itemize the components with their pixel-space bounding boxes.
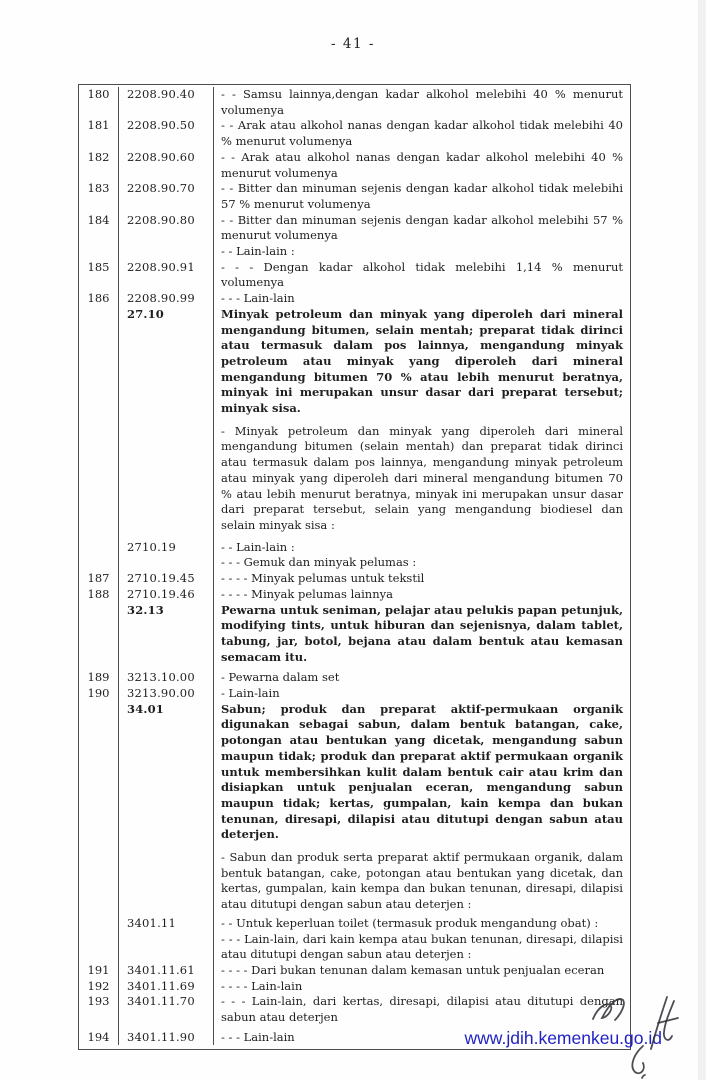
table-row [79, 994, 630, 1025]
description-cell: - - - - Minyak pelumas lainnya [221, 586, 393, 601]
hs-code-cell: 2208.90.60 [119, 150, 214, 181]
row-number-cell [79, 913, 119, 932]
description-cell: - - Lain-lain : [221, 539, 295, 554]
row-number-cell: 180 [79, 87, 119, 118]
hs-code-cell: 3401.11.61 [119, 963, 214, 979]
description-cell: - - - Lain-lain [221, 1029, 295, 1044]
row-number-cell: 193 [79, 994, 119, 1025]
hs-code-cell: 2710.19.45 [119, 571, 214, 587]
hs-code-cell: 2208.90.50 [119, 118, 214, 149]
hs-code-cell: 34.01 [119, 702, 214, 843]
footer-url-link[interactable]: www.jdih.kemenkeu.go.id [464, 1028, 662, 1048]
hs-code-cell: 3401.11.90 [119, 1026, 214, 1046]
row-number-cell [79, 843, 119, 913]
row-number-cell [79, 307, 119, 417]
table-row [79, 260, 630, 291]
hs-code-cell: 32.13 [119, 603, 214, 666]
description-cell: - - Samsu lainnya,dengan kadar alkohol melebihi 40 % menurut volumenya [221, 87, 623, 117]
table-row [79, 603, 630, 666]
hs-code-cell: 3213.90.00 [119, 686, 214, 702]
table-row [79, 843, 630, 913]
row-number-cell: 183 [79, 181, 119, 212]
row-number-cell [79, 702, 119, 843]
table-row [79, 932, 630, 963]
row-number-cell [79, 932, 119, 963]
description-cell: - - - Dengan kadar alkohol tidak melebihi 1,14 % menurut volumenya [221, 259, 623, 290]
row-number-cell: 190 [79, 686, 119, 702]
description-cell: - - - - Lain-lain [221, 978, 303, 993]
row-number-cell: 191 [79, 963, 119, 979]
description-cell: - - Bitter dan minuman sejenis dengan kadar alkohol melebihi 57 % menurut volumenya [221, 212, 623, 243]
table-row [79, 587, 630, 603]
hs-code-cell: 3213.10.00 [119, 665, 214, 686]
tariff-table [78, 84, 631, 1050]
hs-code-cell [119, 244, 214, 260]
table-row [79, 534, 630, 556]
hs-code-cell: 2710.19.46 [119, 587, 214, 603]
description-cell: - - Lain-lain : [221, 244, 295, 259]
row-number-cell [79, 244, 119, 260]
table-row [79, 417, 630, 534]
row-number-cell [79, 417, 119, 534]
table-row [79, 87, 630, 118]
hs-code-cell [119, 417, 214, 534]
hs-code-cell: 3401.11.70 [119, 994, 214, 1025]
table-row [79, 702, 630, 843]
description-cell: Pewarna untuk seniman, pelajar atau pelukis papan petunjuk, modifying tints, untuk hiburan dan sejenisnya, dalam tablet, tabung, jar, botol, bejana atau dalam bentuk atau kemasan semacam itu. [221, 602, 623, 664]
table-row [79, 291, 630, 307]
description-cell: - - - Lain-lain, dari kain kempa atau bukan tenunan, diresapi, dilapisi atau ditutupi dengan sabun atau deterjen : [221, 931, 623, 962]
row-number-cell: 192 [79, 979, 119, 995]
description-cell: - - Untuk keperluan toilet (termasuk produk mengandung obat) : [221, 915, 599, 930]
hs-code-cell: 3401.11.69 [119, 979, 214, 995]
description-cell: Sabun; produk dan preparat aktif-permukaan organik digunakan sebagai sabun, dalam bentuk batangan, cake, potongan atau bentukan yang dicetak, mengandung sabun maupun tidak; produk dan preparat aktif permukaan organik untuk membersihkan kulit dalam bentuk cair atau krim dan disiapkan untuk penjualan eceran, mengandung sabun maupun tidak; kertas, gumpalan, kain kempa dan bukan tenunan, diresapi, dilapisi atau ditutupi dengan sabun atau deterjen. [221, 701, 623, 842]
row-number-cell [79, 603, 119, 666]
description-cell: - - - - Minyak pelumas untuk tekstil [221, 571, 425, 586]
table-row [79, 150, 630, 181]
table-row [79, 118, 630, 149]
hs-code-cell: 2208.90.91 [119, 260, 214, 291]
row-number-cell: 182 [79, 150, 119, 181]
page-number: - 41 - [331, 36, 375, 52]
row-number-cell [79, 534, 119, 556]
hs-code-cell: 3401.11 [119, 913, 214, 932]
hs-code-cell: 27.10 [119, 307, 214, 417]
row-number-cell: 188 [79, 587, 119, 603]
table-row [79, 665, 630, 686]
description-cell: - Minyak petroleum dan minyak yang diperoleh dari mineral mengandung bitumen (selain mentah) dan preparat tidak dirinci atau termasuk dalam pos lainnya, mengandung minyak petroleum atau minyak yang diperoleh dari mineral mengandung bitumen 70 % atau lebih menurut beratnya, minyak ini merupakan unsur dasar dari preparat tersebut, selain yang mengandung biodiesel dan selain minyak sisa : [221, 423, 623, 532]
table-row [79, 571, 630, 587]
row-number-cell: 184 [79, 213, 119, 244]
table-row [79, 913, 630, 932]
description-cell: - Pewarna dalam set [221, 670, 340, 685]
hs-code-cell [119, 843, 214, 913]
table-row [79, 555, 630, 571]
table-row [79, 963, 630, 979]
hs-code-cell: 2208.90.99 [119, 291, 214, 307]
hs-code-cell [119, 555, 214, 571]
row-number-cell: 194 [79, 1026, 119, 1046]
description-cell: - - - Lain-lain [221, 291, 295, 306]
table-row [79, 181, 630, 212]
row-number-cell: 181 [79, 118, 119, 149]
description-cell: - - - - Dari bukan tenunan dalam kemasan untuk penjualan eceran [221, 962, 605, 977]
description-cell: - - - Gemuk dan minyak pelumas : [221, 555, 417, 570]
row-number-cell: 185 [79, 260, 119, 291]
description-cell: - Lain-lain [221, 686, 280, 701]
table-row [79, 686, 630, 702]
hs-code-cell: 2208.90.80 [119, 213, 214, 244]
table-row [79, 979, 630, 995]
table-row [79, 213, 630, 244]
scan-edge-shadow [698, 0, 706, 1080]
row-number-cell: 186 [79, 291, 119, 307]
hs-code-cell: 2710.19 [119, 534, 214, 556]
description-cell: - - Arak atau alkohol nanas dengan kadar alkohol melebihi 40 % menurut volumenya [221, 149, 623, 180]
table-row [79, 244, 630, 260]
description-cell: - Sabun dan produk serta preparat aktif permukaan organik, dalam bentuk batangan, cake, potongan atau bentukan yang dicetak, dan kertas, gumpalan, kain kempa dan bukan tenunan, diresapi, dilapisi atau ditutupi dengan sabun atau deterjen : [221, 850, 623, 912]
table-row [79, 307, 630, 417]
hs-code-cell [119, 932, 214, 963]
description-cell: - - Bitter dan minuman sejenis dengan kadar alkohol tidak melebihi 57 % menurut volumenya [221, 181, 623, 211]
row-number-cell: 187 [79, 571, 119, 587]
hs-code-cell: 2208.90.40 [119, 87, 214, 118]
description-cell: - - Arak atau alkohol nanas dengan kadar alkohol tidak melebihi 40 % menurut volumenya [221, 118, 623, 149]
description-cell: Minyak petroleum dan minyak yang diperoleh dari mineral mengandung bitumen, selain mentah; preparat tidak dirinci atau termasuk dalam pos lainnya, mengandung minyak petroleum atau minyak yang diperoleh dari mineral mengandung bitumen 70 % atau lebih menurut beratnya, minyak ini merupakan unsur dasar dari preparat tersebut; minyak sisa. [221, 306, 623, 416]
row-number-cell [79, 555, 119, 571]
row-number-cell: 189 [79, 665, 119, 686]
hs-code-cell: 2208.90.70 [119, 181, 214, 212]
description-cell: - - - Lain-lain, dari kertas, diresapi, dilapisi atau ditutupi dengan sabun atau deterjen [221, 994, 623, 1025]
